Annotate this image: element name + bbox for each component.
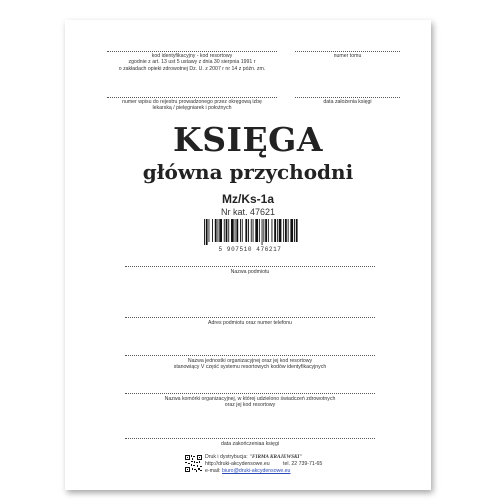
founding-date-line[interactable]: [295, 97, 400, 98]
barcode-bar: [245, 219, 247, 242]
barcode-bar: [283, 219, 284, 242]
catalog-number: Nr kat. 47621: [220, 207, 276, 217]
barcode-bar: [285, 219, 287, 242]
barcode-bar: [204, 219, 205, 245]
entity-address-line[interactable]: [125, 317, 375, 318]
document-page: [65, 20, 431, 490]
barcode-bar: [224, 219, 225, 242]
cell-name-caption: [95, 396, 405, 409]
barcode-bar: [290, 219, 293, 242]
barcode-bar: [253, 219, 254, 242]
qr-code-icon: [185, 455, 202, 472]
barcode-bar: [212, 219, 213, 242]
footer-line-2: [205, 461, 322, 468]
id-code-caption-line-1: kod identyfikacyjny - kod resortowy: [151, 53, 233, 59]
barcode-bar: [279, 219, 282, 242]
cell-name-line-2: oraz jej kod resortowy: [224, 402, 276, 409]
barcode-bar: [228, 219, 229, 242]
volume-number-line[interactable]: [295, 51, 400, 52]
barcode-bar: [262, 219, 263, 245]
unit-name-line-2: stanowiący V część systemu resortowych kodów identyfikacyjnych: [173, 364, 327, 371]
register-number-caption: [103, 99, 281, 112]
footer-distribution-label: Druk i dystrybucja:: [205, 454, 248, 460]
entity-name-label: Nazwa podmiotu: [230, 269, 270, 275]
register-caption-line-2: lekarską / pielęgniarek i położnych: [152, 105, 232, 112]
closing-date-label: data zakończeniaa księgi: [221, 441, 279, 447]
entity-address-label: Adres podmiotu oraz numer telefonu: [208, 320, 292, 326]
barcode-bar: [255, 219, 258, 242]
barcode-bar: [219, 219, 222, 242]
barcode-bar: [294, 219, 295, 242]
barcode-bar: [251, 219, 252, 242]
barcode-bar: [218, 219, 219, 242]
register-number-line[interactable]: [107, 97, 277, 98]
founding-date-label: data założenia księgi: [323, 99, 372, 105]
barcode-bar: [236, 219, 238, 242]
barcode-bar: [272, 219, 273, 242]
id-code-caption: [103, 53, 281, 72]
closing-date-line[interactable]: [125, 438, 375, 439]
id-code-line[interactable]: [107, 51, 277, 52]
cell-name-line-1: Nazwa komórki organizacyjnej, w której udzielono świadczeń zdrowotnych: [164, 396, 336, 402]
barcode-bar: [277, 219, 278, 242]
barcode-bar: [206, 219, 208, 245]
barcode-bar: [259, 219, 260, 242]
barcode-bar: [231, 219, 234, 242]
barcode-bar: [240, 219, 241, 242]
footer-phone: tel. 22 739-71-65: [283, 461, 323, 467]
unit-name-line-1: Nazwa jednostki organizacyjnej oraz jej kod resortowy: [187, 358, 313, 364]
entity-name-line[interactable]: [125, 266, 375, 267]
barcode-bar: [248, 219, 249, 242]
volume-number-label: numer tomu: [333, 53, 362, 59]
barcode-bar: [265, 219, 267, 242]
barcode-bar: [263, 219, 264, 242]
barcode-bar: [296, 219, 298, 242]
id-code-caption-line-3: o zakładach opieki zdrowotnej Dz. U. z 2007 r nr 14 z późn. zm.: [118, 65, 266, 72]
id-code-caption-line-2: zgodnie z art. 13 ust 5 ustawy z dnia 30 sierpnia 1991 r: [128, 59, 256, 66]
barcode-bar: [226, 219, 228, 242]
footer-company-name: "FIRMA KRAJEWSKI": [249, 454, 303, 460]
barcode-bar: [268, 219, 269, 242]
footer-line-1: [205, 454, 322, 461]
footer-line-3: [205, 468, 322, 475]
barcode-bar: [288, 219, 289, 242]
unit-name-line[interactable]: [125, 355, 375, 356]
footer-email-label: e-mail:: [205, 468, 221, 474]
form-code: Mz/Ks-1a: [221, 192, 274, 206]
footer-email-link[interactable]: biuro@druki-akcydensowe.eu: [222, 468, 291, 474]
publisher-footer: [205, 454, 322, 475]
book-title: KSIĘGA: [173, 120, 323, 159]
book-subtitle: główna przychodni: [142, 160, 354, 184]
register-caption-line-1: numer wpisu do rejestru prowadzonego przez okręgową izbę: [122, 99, 262, 105]
footer-website-link[interactable]: http://druki-akcydensowe.eu: [205, 461, 270, 467]
barcode-bar: [274, 219, 276, 242]
barcode-bar: [242, 219, 243, 242]
unit-name-caption: [95, 358, 405, 371]
barcode-bar: [215, 219, 217, 242]
barcode-bar: [235, 219, 236, 242]
barcode-digits: 5 907510 476217: [218, 246, 282, 253]
barcode-image: [202, 219, 298, 245]
cell-name-line[interactable]: [125, 393, 375, 394]
barcode-bar: [209, 219, 210, 242]
